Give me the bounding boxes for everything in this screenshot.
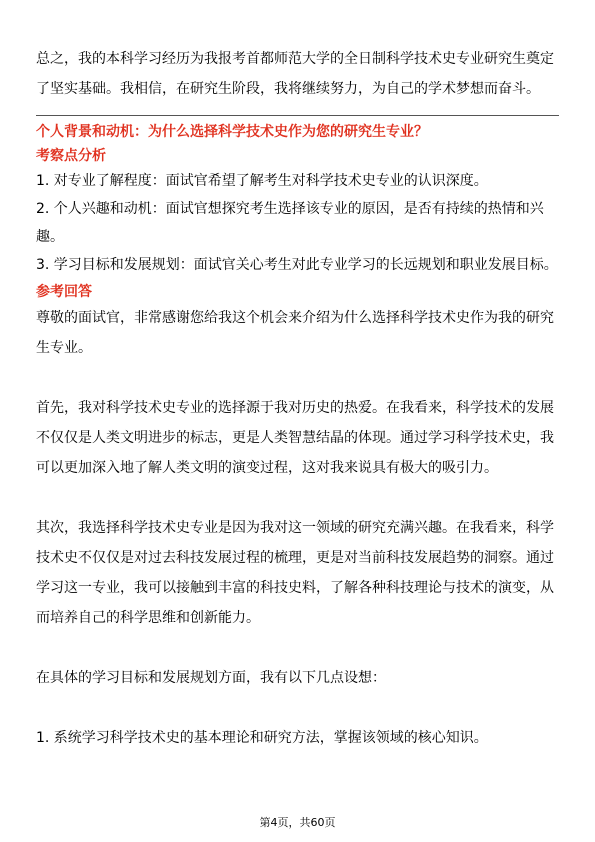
answer-paragraph-5: 1. 系统学习科学技术史的基本理论和研究方法，掌握该领域的核心知识。 xyxy=(36,730,488,746)
answer-paragraph-1: 尊敬的面试官，非常感谢您给我这个机会来介绍为什么选择科学技术史作为我的研究生专业。 xyxy=(36,310,554,356)
document-page xyxy=(36,44,559,753)
answer-paragraph-4: 在具体的学习目标和发展规划方面，我有以下几点设想： xyxy=(36,670,386,686)
analysis-point-2: 2. 个人兴趣和动机：面试官想探究考生选择该专业的原因，是否有持续的热情和兴趣。 xyxy=(36,201,544,245)
section-divider xyxy=(36,115,559,116)
paragraph-gap xyxy=(36,483,559,513)
answer-paragraph-2: 首先，我对科学技术史专业的选择源于我对历史的热爱。在我看来，科学技术的发展不仅仅是人类文明进步的标志，更是人类智慧结晶的体现。通过学习科学技术史，我可以更加深入地了解人类文明的演变过程，这对我来说具有极大的吸引力。 xyxy=(36,400,554,476)
answer-heading: 参考回答 xyxy=(36,284,92,300)
paragraph-gap xyxy=(36,363,559,393)
paragraph-gap xyxy=(36,633,559,663)
analysis-point-3: 3. 学习目标和发展规划：面试官关心考生对此专业学习的长远规划和职业发展目标。 xyxy=(36,257,558,273)
page-number-footer: 第4页，共60页 xyxy=(259,816,336,829)
intro-paragraph: 总之，我的本科学习经历为我报考首都师范大学的全日制科学技术史专业研究生奠定了坚实基础。我相信，在研究生阶段，我将继续努力，为自己的学术梦想而奋斗。 xyxy=(36,51,554,97)
analysis-heading: 考察点分析 xyxy=(36,148,106,164)
answer-paragraph-3: 其次，我选择科学技术史专业是因为我对这一领域的研究充满兴趣。在我看来，科学技术史不仅仅是对过去科技发展过程的梳理，更是对当前科技发展趋势的洞察。通过学习这一专业，我可以接触到丰富的科技史料，了解各种科技理论与技术的演变，从而培养自己的科学思维和创新能力。 xyxy=(36,520,554,626)
question-title: 个人背景和动机：为什么选择科学技术史作为您的研究生专业？ xyxy=(36,124,428,140)
analysis-point-1: 1. 对专业了解程度：面试官希望了解考生对科学技术史专业的认识深度。 xyxy=(36,173,488,189)
paragraph-gap xyxy=(36,693,559,723)
